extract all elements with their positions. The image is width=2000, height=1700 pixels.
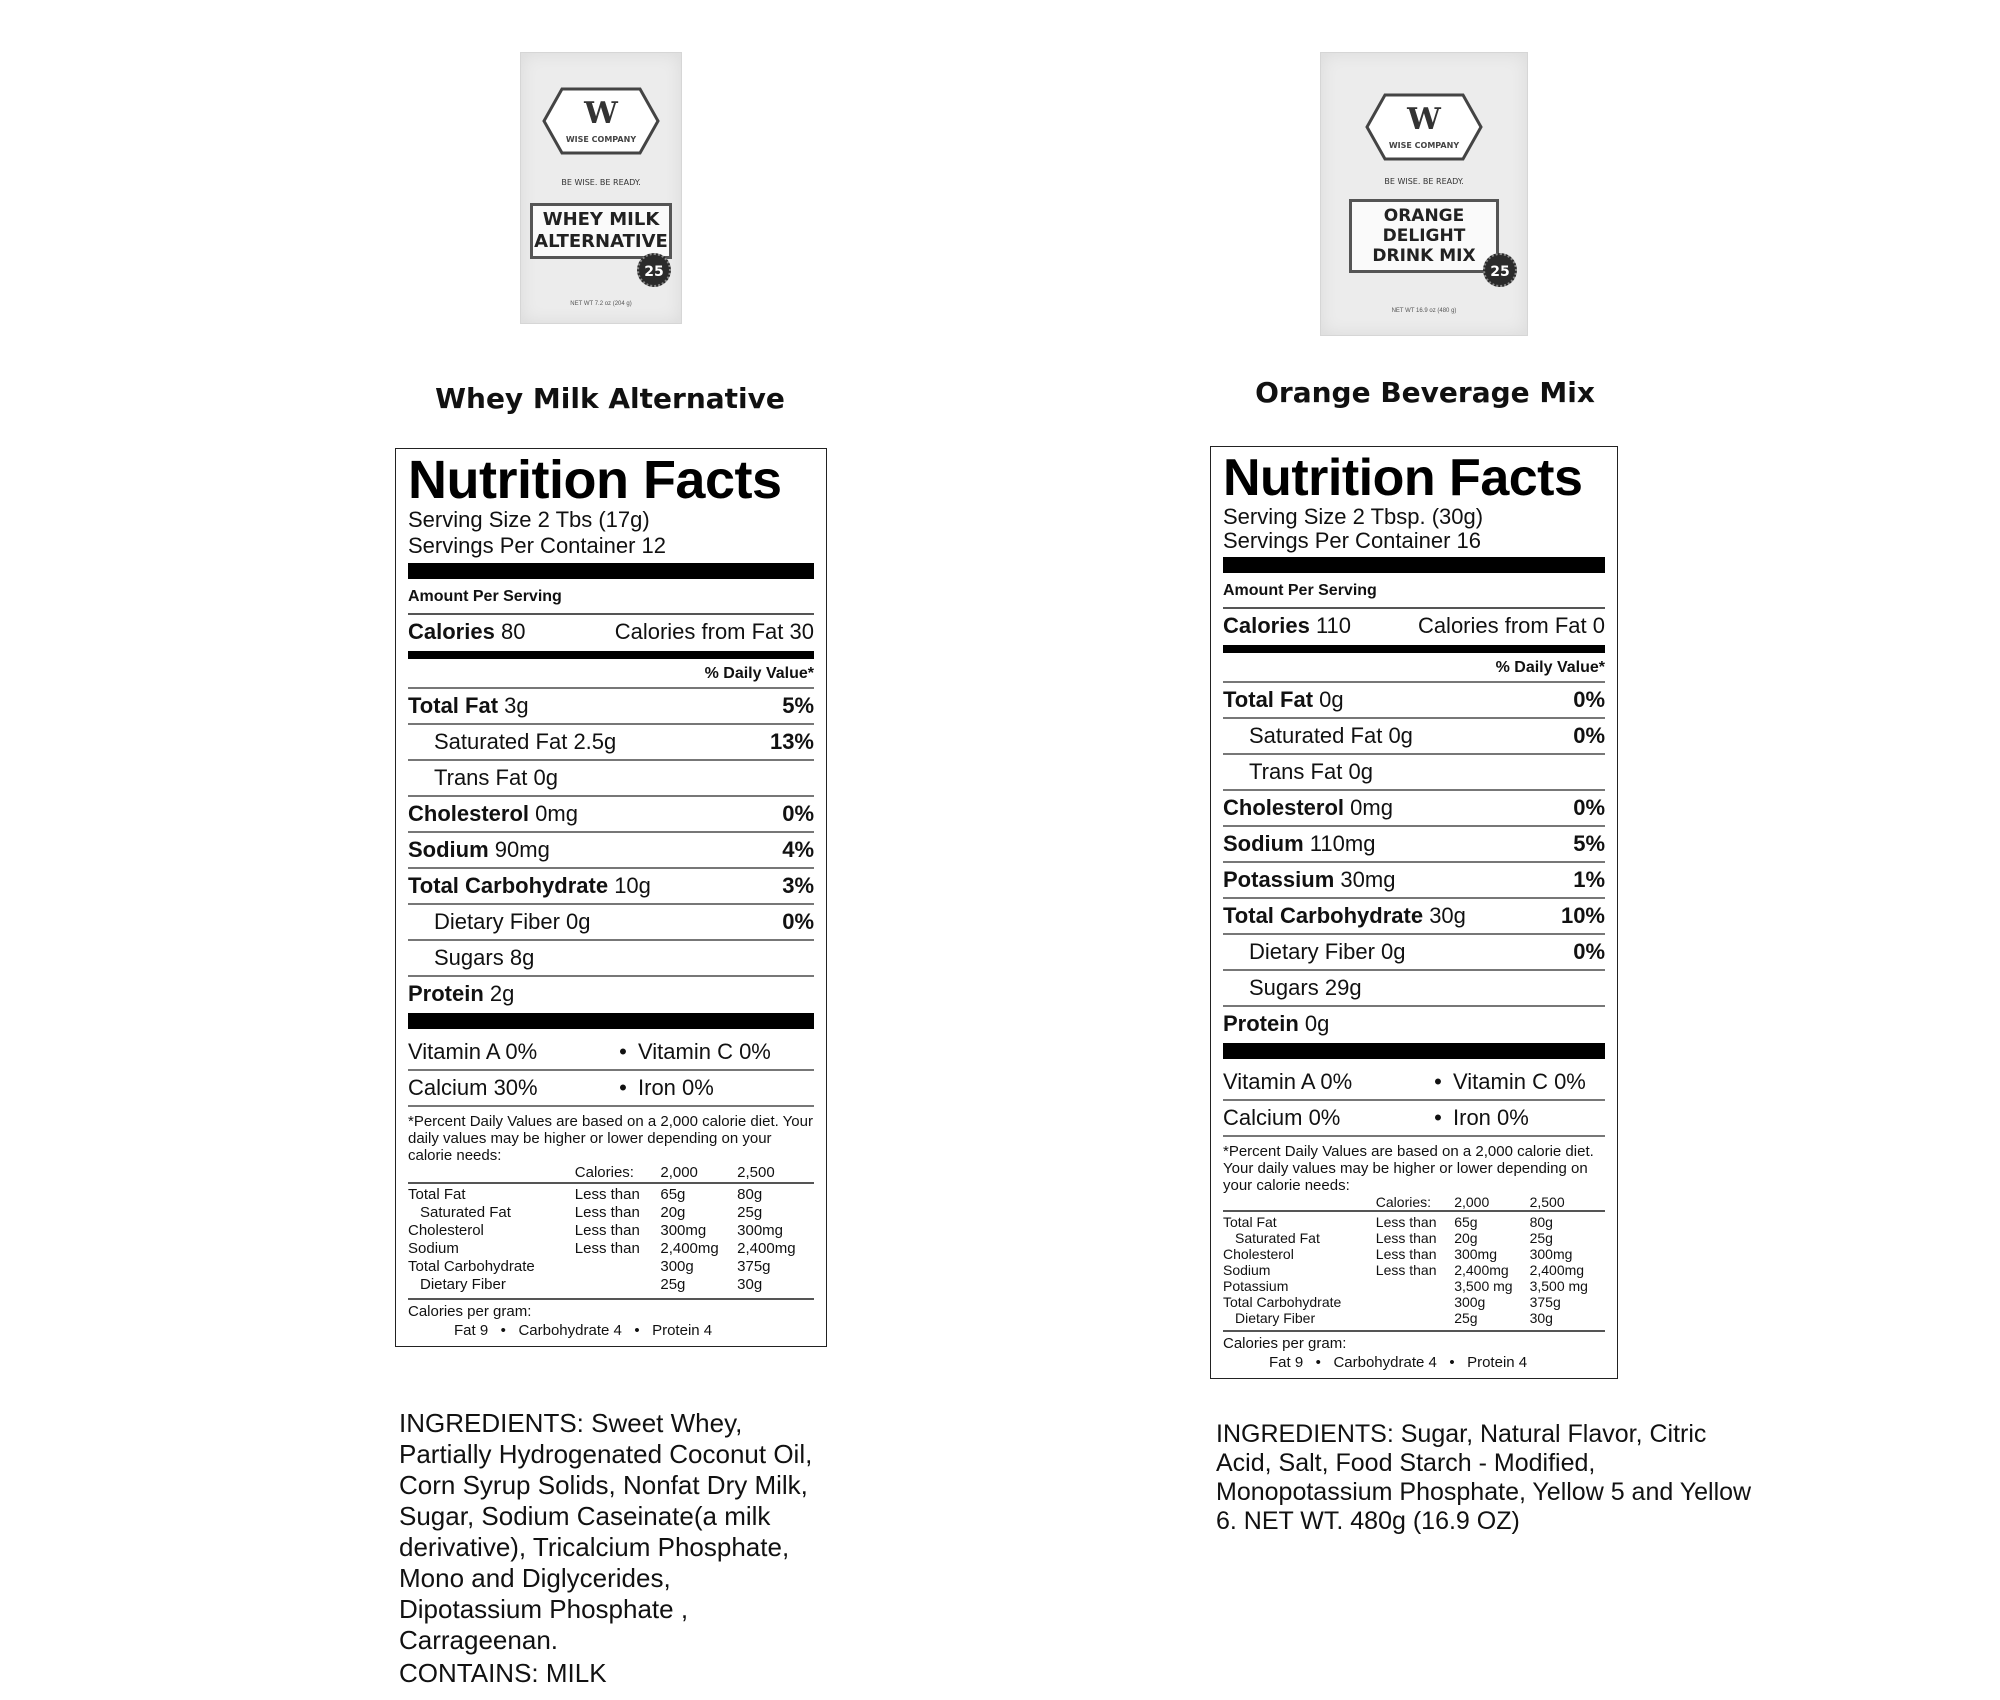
table-cell: Less than bbox=[574, 1204, 640, 1221]
nutrient-row bbox=[1223, 755, 1605, 791]
table-header-row bbox=[1223, 1194, 1605, 1211]
nutrient-name: Protein bbox=[1223, 1011, 1299, 1036]
nutrient-name: Sodium bbox=[408, 837, 489, 862]
table-cell: 20g bbox=[660, 1204, 686, 1221]
table-cell: 25g bbox=[1529, 1230, 1553, 1246]
nutrient-percent: 0% bbox=[1573, 687, 1605, 712]
nutrient-row bbox=[408, 797, 814, 833]
table-cell: 300mg bbox=[660, 1222, 707, 1239]
package-product-name: WHEY MILK ALTERNATIVE bbox=[530, 203, 672, 259]
vitamin-row bbox=[1223, 1101, 1605, 1137]
table-cell: 2,000 bbox=[1454, 1194, 1529, 1211]
nutrient-row bbox=[408, 869, 814, 905]
nutrient-row bbox=[408, 977, 814, 1011]
shelf-life-seal-icon: 25 bbox=[1483, 253, 1517, 287]
package-product-name: ORANGE DELIGHT DRINK MIX bbox=[1349, 199, 1499, 273]
nutrient-percent: 5% bbox=[1573, 831, 1605, 856]
nutrient-name: Cholesterol bbox=[1223, 795, 1345, 820]
calories-per-gram-values: Fat 9 • Carbohydrate 4 • Protein 4 bbox=[454, 1322, 713, 1339]
table-cell: 2,500 bbox=[737, 1164, 814, 1183]
table-row bbox=[408, 1276, 814, 1294]
table-cell bbox=[575, 1276, 661, 1294]
table-cell: Cholesterol bbox=[1223, 1246, 1294, 1262]
table-cell: 2,400mg bbox=[1529, 1262, 1585, 1278]
product-package-image bbox=[520, 52, 682, 324]
nutrient-list bbox=[408, 689, 814, 1011]
amount-per-serving: Amount Per Serving bbox=[1223, 579, 1605, 609]
servings-per-container: Servings Per Container 12 bbox=[408, 533, 667, 558]
calories-label: Calories bbox=[1223, 613, 1310, 638]
vitamin-value: Vitamin A 0% bbox=[1223, 1069, 1353, 1094]
nutrient-row bbox=[1223, 1007, 1605, 1041]
nutrient-name: Trans Fat bbox=[1249, 759, 1343, 784]
calories-from-fat: Calories from Fat 30 bbox=[614, 619, 814, 644]
ingredients-text bbox=[399, 1408, 819, 1689]
table-cell: Dietary Fiber bbox=[1235, 1310, 1316, 1326]
table-cell: 80g bbox=[1529, 1214, 1553, 1230]
table-cell: 30g bbox=[737, 1276, 763, 1293]
nutrient-amount: 90mg bbox=[494, 837, 550, 862]
amount-per-serving: Amount Per Serving bbox=[408, 585, 814, 615]
table-cell: 300mg bbox=[1454, 1246, 1498, 1262]
nutrient-name: Dietary Fiber bbox=[434, 909, 560, 934]
vitamin-value: Vitamin C 0% bbox=[638, 1039, 771, 1064]
table-cell: Saturated Fat bbox=[420, 1204, 511, 1221]
nutrient-amount: 30g bbox=[1429, 903, 1466, 928]
table-row bbox=[1223, 1246, 1605, 1262]
nutrient-amount: 29g bbox=[1324, 975, 1362, 1000]
table-cell bbox=[1376, 1278, 1454, 1294]
calories-row bbox=[1223, 609, 1605, 643]
table-cell: 25g bbox=[1454, 1310, 1478, 1326]
nutrient-name: Total Fat bbox=[408, 693, 499, 718]
nutrient-amount: 0g bbox=[1381, 939, 1406, 964]
table-cell: Total Fat bbox=[1223, 1214, 1277, 1230]
table-cell: Less than bbox=[1375, 1230, 1437, 1246]
table-cell: Less than bbox=[1375, 1262, 1437, 1278]
divider-medium bbox=[408, 651, 814, 659]
table-row bbox=[1223, 1278, 1605, 1294]
calories-per-gram bbox=[1223, 1330, 1605, 1372]
table-cell: 65g bbox=[660, 1186, 686, 1203]
nutrient-row bbox=[1223, 899, 1605, 935]
table-cell: Total Fat bbox=[408, 1186, 466, 1203]
nutrient-amount: 8g bbox=[509, 945, 535, 970]
serving-size: Serving Size 2 Tbs (17g) bbox=[408, 507, 650, 532]
table-cell bbox=[1376, 1294, 1454, 1310]
table-cell: Cholesterol bbox=[408, 1222, 484, 1239]
table-row bbox=[408, 1240, 814, 1258]
svg-text:W: W bbox=[1407, 102, 1441, 137]
table-cell: 3,500 mg bbox=[1529, 1278, 1588, 1294]
vitamin-row bbox=[408, 1071, 814, 1107]
nutrient-percent: 0% bbox=[782, 909, 814, 934]
package-net-weight: NET WT 7.2 oz (204 g) bbox=[570, 301, 632, 307]
svg-text:W: W bbox=[584, 96, 618, 131]
table-row bbox=[1223, 1310, 1605, 1326]
nutrient-percent: 1% bbox=[1573, 867, 1605, 892]
table-cell: Less than bbox=[1375, 1246, 1437, 1262]
table-row bbox=[1223, 1211, 1605, 1230]
table-cell: Less than bbox=[574, 1186, 640, 1203]
table-cell: Dietary Fiber bbox=[420, 1276, 506, 1293]
nutrient-percent: 5% bbox=[782, 693, 814, 718]
nutrient-row bbox=[1223, 971, 1605, 1007]
table-cell: 2,000 bbox=[660, 1164, 737, 1183]
table-cell: 375g bbox=[1529, 1294, 1561, 1310]
table-cell: 300mg bbox=[737, 1222, 784, 1239]
nutrition-facts-label bbox=[395, 448, 827, 1347]
daily-value-table bbox=[408, 1164, 814, 1294]
table-cell: Less than bbox=[574, 1240, 640, 1257]
table-cell: 25g bbox=[737, 1204, 763, 1221]
table-cell: 65g bbox=[1454, 1214, 1478, 1230]
calories-label: Calories bbox=[408, 619, 495, 644]
package-tagline: BE WISE. BE READY. bbox=[1384, 177, 1464, 186]
daily-value-table bbox=[1223, 1194, 1605, 1326]
table-cell: Potassium bbox=[1223, 1278, 1289, 1294]
nutrient-amount: 2g bbox=[489, 981, 515, 1006]
table-cell: Total Carbohydrate bbox=[1223, 1294, 1342, 1310]
ingredients-list: INGREDIENTS: Sugar, Natural Flavor, Citric Acid, Salt, Food Starch - Modified, Monopotassium Phosphate, Yellow 5 and Yellow 6. NET WT. 480g (16.9 OZ) bbox=[1216, 1420, 1752, 1535]
table-cell: 300g bbox=[660, 1258, 694, 1275]
daily-value-header: % Daily Value* bbox=[408, 661, 814, 689]
table-cell: Less than bbox=[1375, 1214, 1437, 1230]
nutrient-amount: 0g bbox=[1388, 723, 1413, 748]
nutrient-amount: 0g bbox=[566, 909, 591, 934]
vitamin-value: Calcium 30% bbox=[408, 1075, 538, 1100]
vitamin-value: Iron 0% bbox=[638, 1075, 714, 1100]
nutrient-percent: 0% bbox=[1573, 795, 1605, 820]
table-cell: Calories: bbox=[1376, 1194, 1454, 1211]
table-row bbox=[408, 1183, 814, 1204]
bullet-separator: • bbox=[619, 1075, 627, 1100]
nutrient-percent: 0% bbox=[1573, 939, 1605, 964]
table-cell: 25g bbox=[660, 1276, 686, 1293]
serving-size: Serving Size 2 Tbsp. (30g) bbox=[1223, 504, 1484, 529]
product-package-image bbox=[1320, 52, 1528, 336]
allergen-contains: CONTAINS: MILK bbox=[399, 1658, 607, 1688]
calories-value: 110 bbox=[1315, 613, 1352, 638]
nutrition-facts-heading: Nutrition Facts bbox=[408, 450, 782, 510]
nutrient-amount: 2.5g bbox=[573, 729, 617, 754]
divider-thick bbox=[1223, 557, 1605, 573]
divider-medium bbox=[1223, 645, 1605, 653]
nutrient-amount: 0g bbox=[1319, 687, 1344, 712]
nutrition-facts-label bbox=[1210, 446, 1618, 1379]
table-cell: 30g bbox=[1529, 1310, 1553, 1326]
calories-from-fat: Calories from Fat 0 bbox=[1417, 613, 1605, 638]
nutrient-amount: 0mg bbox=[1350, 795, 1393, 820]
nutrient-amount: 110mg bbox=[1309, 831, 1376, 856]
bullet-separator: • bbox=[1434, 1069, 1442, 1094]
table-cell: 3,500 mg bbox=[1454, 1278, 1513, 1294]
table-cell: 375g bbox=[737, 1258, 771, 1275]
daily-value-footnote: *Percent Daily Values are based on a 2,000 calorie diet. Your daily values may be higher or lower depending on your calorie needs: bbox=[1223, 1143, 1594, 1194]
table-cell: 80g bbox=[737, 1186, 763, 1203]
bullet-separator: • bbox=[1434, 1105, 1442, 1130]
nutrient-name: Protein bbox=[408, 981, 484, 1006]
divider-thick bbox=[408, 1013, 814, 1029]
package-brand: WISE COMPANY bbox=[1388, 141, 1460, 150]
table-row bbox=[408, 1258, 814, 1276]
nutrient-name: Trans Fat bbox=[434, 765, 528, 790]
table-row bbox=[408, 1222, 814, 1240]
daily-value-header: % Daily Value* bbox=[1223, 655, 1605, 683]
calories-per-gram-label: Calories per gram: bbox=[1223, 1335, 1347, 1352]
nutrient-percent: 10% bbox=[1560, 903, 1605, 928]
divider-thick bbox=[408, 563, 814, 579]
table-cell bbox=[575, 1258, 661, 1276]
table-row bbox=[1223, 1294, 1605, 1310]
nutrient-name: Cholesterol bbox=[408, 801, 530, 826]
table-cell bbox=[1376, 1310, 1454, 1326]
nutrient-percent: 13% bbox=[769, 729, 814, 754]
table-row bbox=[1223, 1230, 1605, 1246]
nutrient-row bbox=[408, 725, 814, 761]
divider-thick bbox=[1223, 1043, 1605, 1059]
nutrition-facts-heading: Nutrition Facts bbox=[1223, 449, 1583, 507]
nutrient-row bbox=[1223, 791, 1605, 827]
nutrient-row bbox=[408, 833, 814, 869]
nutrient-name: Sodium bbox=[1223, 831, 1304, 856]
table-cell: 2,500 bbox=[1530, 1194, 1605, 1211]
nutrient-name: Saturated Fat bbox=[1249, 723, 1383, 748]
nutrient-amount: 0g bbox=[1348, 759, 1373, 784]
package-tagline: BE WISE. BE READY. bbox=[561, 178, 641, 187]
vitamin-value: Iron 0% bbox=[1453, 1105, 1529, 1130]
bullet-separator: • bbox=[619, 1039, 627, 1064]
ingredients-text bbox=[1216, 1420, 1761, 1536]
table-cell: 300mg bbox=[1529, 1246, 1573, 1262]
vitamin-value: Vitamin A 0% bbox=[408, 1039, 538, 1064]
nutrient-percent: 0% bbox=[1573, 723, 1605, 748]
shelf-life-seal-icon: 25 bbox=[637, 253, 671, 287]
nutrient-name: Total Fat bbox=[1223, 687, 1314, 712]
vitamin-row bbox=[1223, 1065, 1605, 1101]
table-cell: Sodium bbox=[408, 1240, 459, 1257]
nutrient-percent: 4% bbox=[782, 837, 814, 862]
table-cell: Saturated Fat bbox=[1235, 1230, 1320, 1246]
table-cell: 2,400mg bbox=[737, 1240, 796, 1257]
table-header-row bbox=[408, 1164, 814, 1183]
vitamin-value: Vitamin C 0% bbox=[1453, 1069, 1586, 1094]
nutrient-amount: 0g bbox=[533, 765, 558, 790]
nutrient-name: Sugars bbox=[1249, 975, 1319, 1000]
calories-per-gram-label: Calories per gram: bbox=[408, 1303, 532, 1320]
calories-value: 80 bbox=[500, 619, 526, 644]
ingredients-list: INGREDIENTS: Sweet Whey, Partially Hydrogenated Coconut Oil, Corn Syrup Solids, Nonfat Dry Milk, Sugar, Sodium Caseinate(a milk derivative), Tricalcium Phosphate, Mono and Diglycerides, Dipotassium Phosphate , Carrageenan. bbox=[399, 1408, 813, 1655]
package-brand: WISE COMPANY bbox=[565, 135, 637, 144]
calories-per-gram bbox=[408, 1298, 814, 1340]
nutrient-row bbox=[408, 941, 814, 977]
nutrient-row bbox=[408, 761, 814, 797]
nutrient-percent: 0% bbox=[782, 801, 814, 826]
nutrient-name: Dietary Fiber bbox=[1249, 939, 1375, 964]
table-cell: 2,400mg bbox=[1454, 1262, 1509, 1278]
nutrient-amount: 30mg bbox=[1340, 867, 1396, 892]
nutrient-name: Total Carbohydrate bbox=[1223, 903, 1424, 928]
table-cell: Sodium bbox=[1223, 1262, 1271, 1278]
calories-row bbox=[408, 615, 814, 649]
nutrient-row bbox=[1223, 863, 1605, 899]
product-title: Whey Milk Alternative bbox=[435, 382, 785, 415]
wise-company-logo bbox=[542, 85, 660, 157]
servings-per-container: Servings Per Container 16 bbox=[1223, 528, 1482, 553]
nutrient-row bbox=[1223, 935, 1605, 971]
wise-company-logo bbox=[1365, 91, 1483, 163]
table-cell: 300g bbox=[1454, 1294, 1486, 1310]
nutrient-row bbox=[408, 905, 814, 941]
nutrient-name: Sugars bbox=[434, 945, 504, 970]
nutrient-name: Saturated Fat bbox=[434, 729, 568, 754]
nutrient-name: Total Carbohydrate bbox=[408, 873, 609, 898]
vitamin-value: Calcium 0% bbox=[1223, 1105, 1341, 1130]
table-row bbox=[1223, 1262, 1605, 1278]
calories-per-gram-values: Fat 9 • Carbohydrate 4 • Protein 4 bbox=[1269, 1354, 1528, 1371]
table-cell: 20g bbox=[1454, 1230, 1478, 1246]
daily-value-footnote: *Percent Daily Values are based on a 2,000 calorie diet. Your daily values may be higher or lower depending on your calorie needs: bbox=[408, 1113, 813, 1164]
nutrient-amount: 10g bbox=[614, 873, 651, 898]
table-row bbox=[408, 1204, 814, 1222]
package-net-weight: NET WT 16.9 oz (480 g) bbox=[1391, 308, 1457, 314]
vitamin-row bbox=[408, 1035, 814, 1071]
nutrient-row bbox=[408, 689, 814, 725]
product-title: Orange Beverage Mix bbox=[1255, 376, 1595, 409]
nutrient-list bbox=[1223, 683, 1605, 1041]
nutrient-name: Potassium bbox=[1223, 867, 1335, 892]
nutrient-row bbox=[1223, 683, 1605, 719]
nutrient-row bbox=[1223, 719, 1605, 755]
nutrient-amount: 0g bbox=[1304, 1011, 1330, 1036]
nutrient-percent: 3% bbox=[782, 873, 814, 898]
nutrient-amount: 3g bbox=[504, 693, 529, 718]
table-cell: Calories: bbox=[575, 1164, 661, 1183]
nutrient-amount: 0mg bbox=[535, 801, 578, 826]
table-cell: Total Carbohydrate bbox=[408, 1258, 535, 1275]
nutrient-row bbox=[1223, 827, 1605, 863]
table-cell: 2,400mg bbox=[660, 1240, 719, 1257]
table-cell: Less than bbox=[574, 1222, 640, 1239]
